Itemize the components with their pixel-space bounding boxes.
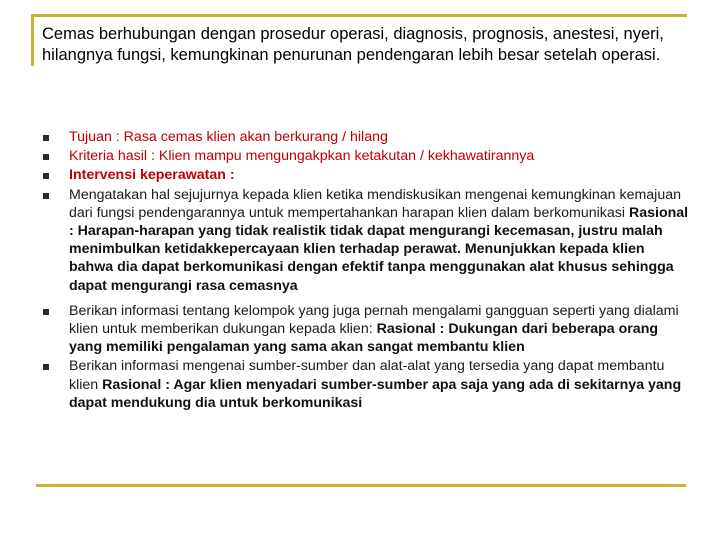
bullet-item-intervention-2	[42, 302, 692, 357]
accent-line-vertical	[31, 14, 34, 66]
bullet-item-kriteria	[42, 147, 692, 165]
tujuan-text: Tujuan : Rasa cemas klien akan berkurang / hilang	[69, 129, 388, 145]
square-bullet-icon	[43, 173, 49, 179]
bullet-list	[42, 128, 692, 413]
accent-line-top	[31, 14, 687, 17]
square-bullet-icon	[43, 135, 49, 141]
bullet-item-intervensi	[42, 166, 692, 184]
bullet-item-intervention-3	[42, 357, 692, 412]
kriteria-text: Kriteria hasil : Klien mampu mengungakpkan ketakutan / kekhawatirannya	[69, 148, 535, 165]
intervention-2-text: Berikan informasi tentang kelompok yang juga pernah mengalami gangguan seperti yang dialami klien untuk memberikan dukungan kepada klien:	[69, 302, 679, 338]
intervention-2-rationale: Rasional : Dukungan dari beberapa orang yang memiliki pengalaman yang sama akan sangat membantu klien	[69, 321, 659, 356]
intervention-3-rationale: Rasional : Agar klien menyadari sumber-sumber apa saja yang ada di sekitarnya yang dapat mendukung dia untuk berkomunikasi	[69, 376, 682, 411]
square-bullet-icon	[43, 364, 49, 370]
intervention-1-rationale: Rasional : Harapan-harapan yang tidak realistik tidak dapat mengurangi kecemasan, justru malah menimbulkan ketidakkepercayaan klien terhadap perawat. Menunjukkan kepada klien bahwa dia dapat berkomunikasi dengan efektif tanpa menggunakan alat khusus sehingga dapat mengurangi rasa cemasnya	[69, 204, 689, 294]
slide-title: Cemas berhubungan dengan prosedur operasi, diagnosis, prognosis, anestesi, nyeri, hilangnya fungsi, kemungkinan penurunan pendengaran lebih besar setelah operasi.	[42, 25, 664, 64]
square-bullet-icon	[43, 193, 49, 199]
intervention-3-text: Berikan informasi mengenai sumber-sumber dan alat-alat yang tersedia yang dapat membantu klien	[69, 358, 665, 393]
bullet-item-intervention-1	[42, 186, 692, 295]
square-bullet-icon	[43, 154, 49, 160]
square-bullet-icon	[43, 309, 49, 315]
intervensi-heading: Intervensi keperawatan :	[69, 167, 235, 184]
bullet-item-tujuan	[42, 128, 692, 146]
intervention-1-text: Mengatakan hal sejujurnya kepada klien ketika mendiskusikan mengenai kemungkinan kemajuan dari fungsi pendengarannya untuk mempertahankan harapan klien dalam berkomunikasi	[69, 186, 682, 221]
accent-line-bottom	[36, 484, 686, 487]
